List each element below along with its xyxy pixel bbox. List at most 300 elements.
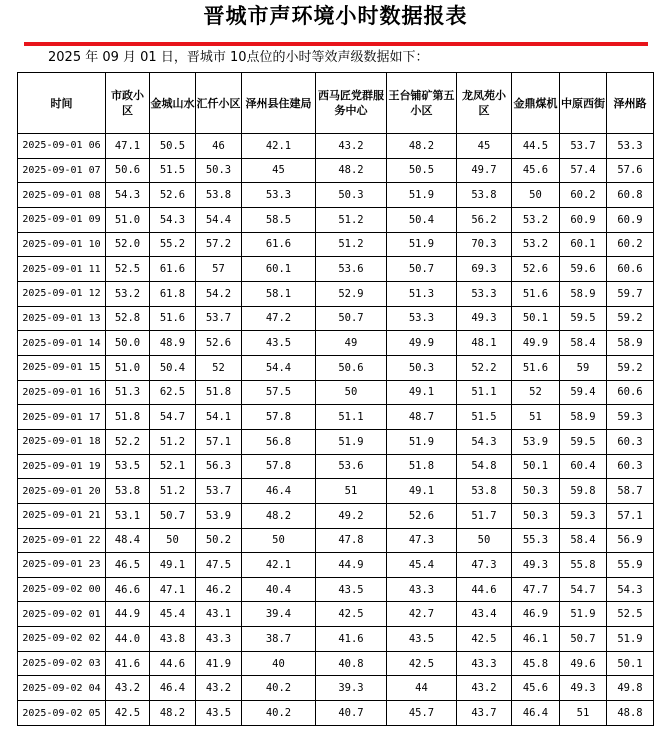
table-row: [18, 257, 654, 282]
value-cell: 50.5: [387, 158, 457, 183]
value-cell: 60.2: [560, 183, 607, 208]
table-row: [18, 528, 654, 553]
time-cell: 2025-09-02 04: [18, 676, 106, 701]
value-cell: 52.9: [316, 281, 387, 306]
value-cell: 44.6: [457, 577, 512, 602]
value-cell: 51.9: [387, 232, 457, 257]
value-cell: 52.6: [387, 503, 457, 528]
value-cell: 51.2: [150, 429, 196, 454]
value-cell: 51.3: [106, 380, 150, 405]
value-cell: 50.1: [512, 306, 560, 331]
value-cell: 51.9: [607, 627, 654, 652]
value-cell: 50.5: [150, 134, 196, 159]
value-cell: 53.6: [316, 257, 387, 282]
value-cell: 47.3: [387, 528, 457, 553]
value-cell: 42.1: [242, 553, 316, 578]
value-cell: 61.8: [150, 281, 196, 306]
value-cell: 53.3: [387, 306, 457, 331]
value-cell: 57: [196, 257, 242, 282]
value-cell: 50.7: [560, 627, 607, 652]
value-cell: 59.6: [560, 257, 607, 282]
value-cell: 44: [387, 676, 457, 701]
table-row: [18, 207, 654, 232]
value-cell: 52.5: [106, 257, 150, 282]
value-cell: 60.3: [607, 429, 654, 454]
value-cell: 49.3: [560, 676, 607, 701]
value-cell: 50.7: [387, 257, 457, 282]
value-cell: 70.3: [457, 232, 512, 257]
value-cell: 48.2: [316, 158, 387, 183]
value-cell: 55.3: [512, 528, 560, 553]
noise-data-table: [17, 72, 654, 726]
value-cell: 47.5: [196, 553, 242, 578]
value-cell: 56.9: [607, 528, 654, 553]
time-cell: 2025-09-01 22: [18, 528, 106, 553]
value-cell: 42.5: [387, 651, 457, 676]
value-cell: 47.2: [242, 306, 316, 331]
value-cell: 51: [512, 405, 560, 430]
value-cell: 43.2: [196, 676, 242, 701]
value-cell: 53.8: [457, 183, 512, 208]
value-cell: 45: [242, 158, 316, 183]
time-cell: 2025-09-01 23: [18, 553, 106, 578]
time-cell: 2025-09-02 03: [18, 651, 106, 676]
value-cell: 47.1: [106, 134, 150, 159]
value-cell: 48.2: [242, 503, 316, 528]
value-cell: 53.3: [457, 281, 512, 306]
value-cell: 46.4: [150, 676, 196, 701]
time-cell: 2025-09-01 13: [18, 306, 106, 331]
time-cell: 2025-09-01 10: [18, 232, 106, 257]
value-cell: 39.4: [242, 602, 316, 627]
table-row: [18, 158, 654, 183]
value-cell: 52.0: [106, 232, 150, 257]
value-cell: 44.5: [512, 134, 560, 159]
value-cell: 52: [196, 355, 242, 380]
value-cell: 45.4: [387, 553, 457, 578]
column-header-site: 中原西街: [560, 73, 607, 134]
time-cell: 2025-09-01 17: [18, 405, 106, 430]
table-row: [18, 602, 654, 627]
value-cell: 39.3: [316, 676, 387, 701]
value-cell: 51.1: [457, 380, 512, 405]
value-cell: 50.3: [512, 503, 560, 528]
value-cell: 54.7: [560, 577, 607, 602]
value-cell: 53.5: [106, 454, 150, 479]
value-cell: 60.2: [607, 232, 654, 257]
value-cell: 55.8: [560, 553, 607, 578]
time-cell: 2025-09-01 19: [18, 454, 106, 479]
value-cell: 53.2: [106, 281, 150, 306]
time-cell: 2025-09-01 12: [18, 281, 106, 306]
value-cell: 48.9: [150, 331, 196, 356]
value-cell: 38.7: [242, 627, 316, 652]
value-cell: 48.8: [607, 701, 654, 726]
value-cell: 58.1: [242, 281, 316, 306]
value-cell: 53.1: [106, 503, 150, 528]
value-cell: 51.6: [512, 281, 560, 306]
value-cell: 57.8: [242, 454, 316, 479]
value-cell: 43.5: [387, 627, 457, 652]
value-cell: 46: [196, 134, 242, 159]
value-cell: 49.6: [560, 651, 607, 676]
value-cell: 58.5: [242, 207, 316, 232]
value-cell: 60.4: [560, 454, 607, 479]
value-cell: 51: [560, 701, 607, 726]
value-cell: 43.3: [196, 627, 242, 652]
value-cell: 47.3: [457, 553, 512, 578]
value-cell: 51.6: [150, 306, 196, 331]
value-cell: 59.5: [560, 429, 607, 454]
time-cell: 2025-09-02 01: [18, 602, 106, 627]
value-cell: 54.3: [607, 577, 654, 602]
value-cell: 58.4: [560, 331, 607, 356]
value-cell: 44.9: [316, 553, 387, 578]
value-cell: 43.5: [242, 331, 316, 356]
value-cell: 49.2: [316, 503, 387, 528]
value-cell: 51.6: [512, 355, 560, 380]
value-cell: 50: [457, 528, 512, 553]
time-cell: 2025-09-01 09: [18, 207, 106, 232]
value-cell: 56.2: [457, 207, 512, 232]
value-cell: 59: [560, 355, 607, 380]
table-row: [18, 405, 654, 430]
value-cell: 43.2: [316, 134, 387, 159]
value-cell: 56.8: [242, 429, 316, 454]
value-cell: 57.1: [196, 429, 242, 454]
value-cell: 42.7: [387, 602, 457, 627]
time-cell: 2025-09-01 21: [18, 503, 106, 528]
value-cell: 40.4: [242, 577, 316, 602]
value-cell: 46.2: [196, 577, 242, 602]
value-cell: 50.7: [150, 503, 196, 528]
value-cell: 45.6: [512, 676, 560, 701]
value-cell: 53.7: [560, 134, 607, 159]
time-cell: 2025-09-01 15: [18, 355, 106, 380]
column-header-site: 泽州县住建局: [242, 73, 316, 134]
value-cell: 52.8: [106, 306, 150, 331]
value-cell: 48.1: [457, 331, 512, 356]
time-cell: 2025-09-01 20: [18, 479, 106, 504]
table-body: [18, 134, 654, 726]
value-cell: 69.3: [457, 257, 512, 282]
value-cell: 51: [316, 479, 387, 504]
value-cell: 53.3: [607, 134, 654, 159]
value-cell: 40: [242, 651, 316, 676]
table-row: [18, 232, 654, 257]
value-cell: 49.1: [150, 553, 196, 578]
value-cell: 46.9: [512, 602, 560, 627]
table-row: [18, 701, 654, 726]
value-cell: 54.4: [242, 355, 316, 380]
value-cell: 60.1: [560, 232, 607, 257]
value-cell: 58.7: [607, 479, 654, 504]
value-cell: 45.6: [512, 158, 560, 183]
value-cell: 57.6: [607, 158, 654, 183]
time-cell: 2025-09-01 18: [18, 429, 106, 454]
value-cell: 43.1: [196, 602, 242, 627]
value-cell: 41.6: [106, 651, 150, 676]
time-cell: 2025-09-02 02: [18, 627, 106, 652]
column-header-site: 泽州路: [607, 73, 654, 134]
value-cell: 42.5: [457, 627, 512, 652]
value-cell: 50.2: [196, 528, 242, 553]
value-cell: 51.1: [316, 405, 387, 430]
value-cell: 52.6: [150, 183, 196, 208]
value-cell: 50.0: [106, 331, 150, 356]
value-cell: 49.9: [512, 331, 560, 356]
value-cell: 44.9: [106, 602, 150, 627]
value-cell: 49.8: [607, 676, 654, 701]
value-cell: 53.7: [196, 479, 242, 504]
value-cell: 60.8: [607, 183, 654, 208]
value-cell: 54.8: [457, 454, 512, 479]
value-cell: 45.8: [512, 651, 560, 676]
value-cell: 43.2: [457, 676, 512, 701]
value-cell: 50.3: [387, 355, 457, 380]
column-header-site: 汇仟小区: [196, 73, 242, 134]
time-cell: 2025-09-01 08: [18, 183, 106, 208]
column-header-site: 金城山水: [150, 73, 196, 134]
value-cell: 50.4: [150, 355, 196, 380]
column-header-site: 金鼎煤机: [512, 73, 560, 134]
value-cell: 40.2: [242, 676, 316, 701]
value-cell: 53.8: [457, 479, 512, 504]
value-cell: 52.1: [150, 454, 196, 479]
table-row: [18, 183, 654, 208]
value-cell: 54.7: [150, 405, 196, 430]
value-cell: 52.2: [106, 429, 150, 454]
table-row: [18, 553, 654, 578]
value-cell: 49.9: [387, 331, 457, 356]
value-cell: 58.9: [607, 331, 654, 356]
value-cell: 51.0: [106, 207, 150, 232]
value-cell: 45: [457, 134, 512, 159]
time-cell: 2025-09-01 07: [18, 158, 106, 183]
value-cell: 50.6: [106, 158, 150, 183]
value-cell: 60.9: [560, 207, 607, 232]
value-cell: 51.9: [560, 602, 607, 627]
value-cell: 50.1: [607, 651, 654, 676]
value-cell: 60.6: [607, 257, 654, 282]
value-cell: 43.7: [457, 701, 512, 726]
value-cell: 54.3: [457, 429, 512, 454]
column-header-site: 龙凤苑小区: [457, 73, 512, 134]
value-cell: 50.6: [316, 355, 387, 380]
value-cell: 52.6: [512, 257, 560, 282]
value-cell: 47.7: [512, 577, 560, 602]
value-cell: 51.9: [387, 429, 457, 454]
value-cell: 51.7: [457, 503, 512, 528]
value-cell: 44.6: [150, 651, 196, 676]
value-cell: 41.9: [196, 651, 242, 676]
value-cell: 40.2: [242, 701, 316, 726]
value-cell: 53.9: [512, 429, 560, 454]
time-cell: 2025-09-02 00: [18, 577, 106, 602]
value-cell: 51.5: [457, 405, 512, 430]
value-cell: 50.3: [512, 479, 560, 504]
value-cell: 49.1: [387, 380, 457, 405]
value-cell: 51.8: [196, 380, 242, 405]
column-header-site: 西马匠党群服务中心: [316, 73, 387, 134]
value-cell: 52.2: [457, 355, 512, 380]
value-cell: 59.8: [560, 479, 607, 504]
value-cell: 42.5: [106, 701, 150, 726]
value-cell: 43.8: [150, 627, 196, 652]
value-cell: 50: [512, 183, 560, 208]
column-header-site: 市政小区: [106, 73, 150, 134]
table-row: [18, 331, 654, 356]
value-cell: 60.9: [607, 207, 654, 232]
value-cell: 60.3: [607, 454, 654, 479]
value-cell: 61.6: [150, 257, 196, 282]
value-cell: 49.1: [387, 479, 457, 504]
value-cell: 50: [150, 528, 196, 553]
value-cell: 42.5: [316, 602, 387, 627]
value-cell: 40.7: [316, 701, 387, 726]
value-cell: 59.2: [607, 355, 654, 380]
value-cell: 46.6: [106, 577, 150, 602]
report-title: 晋城市声环境小时数据报表: [203, 4, 468, 28]
value-cell: 54.4: [196, 207, 242, 232]
value-cell: 54.3: [150, 207, 196, 232]
value-cell: 52.5: [607, 602, 654, 627]
value-cell: 53.7: [196, 306, 242, 331]
value-cell: 48.2: [387, 134, 457, 159]
value-cell: 51.0: [106, 355, 150, 380]
value-cell: 42.1: [242, 134, 316, 159]
table-row: [18, 651, 654, 676]
value-cell: 59.4: [560, 380, 607, 405]
time-cell: 2025-09-01 14: [18, 331, 106, 356]
column-header-site: 王台铺矿第五小区: [387, 73, 457, 134]
value-cell: 46.4: [242, 479, 316, 504]
value-cell: 57.1: [607, 503, 654, 528]
value-cell: 46.1: [512, 627, 560, 652]
value-cell: 45.7: [387, 701, 457, 726]
value-cell: 52: [512, 380, 560, 405]
value-cell: 60.1: [242, 257, 316, 282]
value-cell: 51.9: [316, 429, 387, 454]
value-cell: 50.3: [196, 158, 242, 183]
value-cell: 50.1: [512, 454, 560, 479]
value-cell: 54.3: [106, 183, 150, 208]
value-cell: 50: [242, 528, 316, 553]
value-cell: 49.7: [457, 158, 512, 183]
table-row: [18, 454, 654, 479]
value-cell: 47.1: [150, 577, 196, 602]
time-cell: 2025-09-02 05: [18, 701, 106, 726]
value-cell: 46.5: [106, 553, 150, 578]
value-cell: 53.6: [316, 454, 387, 479]
table-header-row: [18, 73, 654, 134]
value-cell: 56.3: [196, 454, 242, 479]
value-cell: 59.3: [607, 405, 654, 430]
value-cell: 59.7: [607, 281, 654, 306]
value-cell: 49.3: [457, 306, 512, 331]
value-cell: 51.2: [150, 479, 196, 504]
value-cell: 53.2: [512, 232, 560, 257]
value-cell: 53.9: [196, 503, 242, 528]
value-cell: 59.3: [560, 503, 607, 528]
value-cell: 44.0: [106, 627, 150, 652]
value-cell: 40.8: [316, 651, 387, 676]
table-row: [18, 676, 654, 701]
value-cell: 47.8: [316, 528, 387, 553]
value-cell: 48.4: [106, 528, 150, 553]
value-cell: 54.2: [196, 281, 242, 306]
value-cell: 43.3: [387, 577, 457, 602]
value-cell: 48.7: [387, 405, 457, 430]
title-divider: [24, 42, 648, 46]
value-cell: 43.5: [316, 577, 387, 602]
table-row: [18, 627, 654, 652]
value-cell: 45.4: [150, 602, 196, 627]
value-cell: 53.2: [512, 207, 560, 232]
table-row: [18, 355, 654, 380]
value-cell: 49: [316, 331, 387, 356]
table-row: [18, 134, 654, 159]
value-cell: 58.4: [560, 528, 607, 553]
table-row: [18, 380, 654, 405]
table-row: [18, 479, 654, 504]
value-cell: 50.4: [387, 207, 457, 232]
value-cell: 50.7: [316, 306, 387, 331]
value-cell: 52.6: [196, 331, 242, 356]
value-cell: 59.5: [560, 306, 607, 331]
value-cell: 43.2: [106, 676, 150, 701]
value-cell: 57.5: [242, 380, 316, 405]
value-cell: 53.8: [196, 183, 242, 208]
value-cell: 49.3: [512, 553, 560, 578]
value-cell: 51.2: [316, 232, 387, 257]
value-cell: 51.5: [150, 158, 196, 183]
value-cell: 51.8: [387, 454, 457, 479]
value-cell: 62.5: [150, 380, 196, 405]
time-cell: 2025-09-01 11: [18, 257, 106, 282]
value-cell: 57.8: [242, 405, 316, 430]
table-row: [18, 503, 654, 528]
value-cell: 54.1: [196, 405, 242, 430]
value-cell: 48.2: [150, 701, 196, 726]
value-cell: 53.8: [106, 479, 150, 504]
value-cell: 51.2: [316, 207, 387, 232]
value-cell: 50.3: [316, 183, 387, 208]
time-cell: 2025-09-01 06: [18, 134, 106, 159]
value-cell: 51.3: [387, 281, 457, 306]
value-cell: 43.3: [457, 651, 512, 676]
value-cell: 55.2: [150, 232, 196, 257]
table-row: [18, 577, 654, 602]
value-cell: 51.8: [106, 405, 150, 430]
value-cell: 57.2: [196, 232, 242, 257]
value-cell: 61.6: [242, 232, 316, 257]
report-subtitle: 2025 年 09 月 01 日，晋城市 10点位的小时等效声级数据如下：: [48, 50, 429, 65]
time-cell: 2025-09-01 16: [18, 380, 106, 405]
value-cell: 53.3: [242, 183, 316, 208]
value-cell: 46.4: [512, 701, 560, 726]
value-cell: 50: [316, 380, 387, 405]
value-cell: 58.9: [560, 405, 607, 430]
value-cell: 55.9: [607, 553, 654, 578]
value-cell: 43.4: [457, 602, 512, 627]
value-cell: 41.6: [316, 627, 387, 652]
table-row: [18, 306, 654, 331]
table-row: [18, 429, 654, 454]
value-cell: 59.2: [607, 306, 654, 331]
value-cell: 51.9: [387, 183, 457, 208]
value-cell: 57.4: [560, 158, 607, 183]
